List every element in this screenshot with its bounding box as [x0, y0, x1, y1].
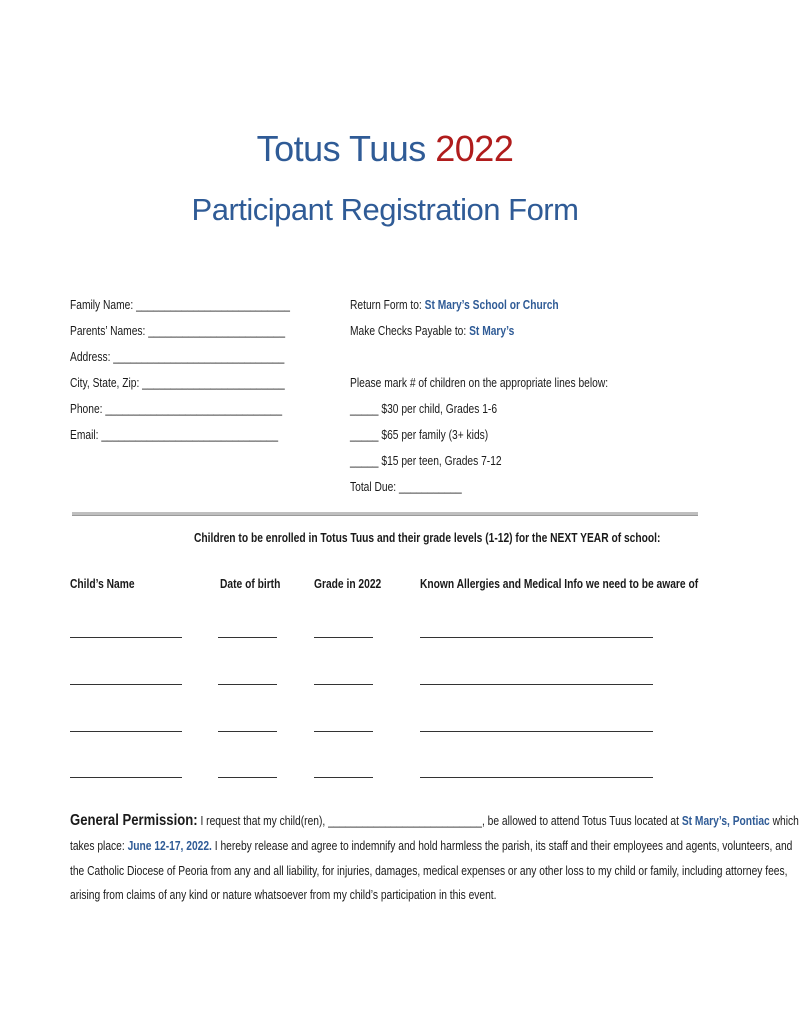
pricing-option-child[interactable] [350, 402, 497, 416]
permission-text: I hereby release and agree to indemnify and hold harmless the parish, its staff and their employees and agents, volunteers, and [214, 839, 793, 853]
phone-field[interactable]: Phone: _______________________________ [70, 402, 283, 416]
title-main: Totus Tuus [256, 128, 426, 169]
permission-text: I request that my child(ren), ___________________________, be allowed to attend Totus Tuus located at [200, 814, 679, 828]
address-field[interactable]: Address: ______________________________ [70, 350, 285, 364]
permission-line-1 [70, 812, 799, 830]
title-year: 2022 [435, 128, 514, 169]
col-grade: Grade in 2022 [314, 577, 382, 591]
col-allergies: Known Allergies and Medical Info we need to be aware of [420, 577, 699, 591]
parents-names-field[interactable]: Parents’ Names: ________________________ [70, 324, 286, 338]
permission-location: St Mary’s, Pontiac [681, 814, 770, 828]
return-value: St Mary’s School or Church [424, 298, 559, 312]
page-title [0, 128, 770, 170]
return-form-line [350, 298, 559, 312]
page-subtitle: Participant Registration Form [191, 192, 579, 227]
dob-blank[interactable] [218, 777, 277, 778]
pricing-text: $15 per teen, Grades 7-12 [381, 454, 502, 468]
city-state-zip-field[interactable]: City, State, Zip: _________________________ [70, 376, 285, 390]
family-name-field[interactable]: Family Name: ___________________________ [70, 298, 290, 312]
permission-heading: General Permission: [70, 812, 198, 829]
child-name-blank[interactable] [70, 637, 182, 638]
dob-blank[interactable] [218, 731, 277, 732]
allergies-blank[interactable] [420, 684, 653, 685]
permission-text: which [772, 814, 799, 828]
total-due-field[interactable]: Total Due: ___________ [350, 480, 462, 494]
col-child-name: Child’s Name [70, 577, 135, 591]
pricing-option-family[interactable] [350, 428, 488, 442]
pricing-blank[interactable]: _____ [350, 402, 379, 416]
section-divider [72, 512, 698, 516]
pricing-text: $65 per family (3+ kids) [381, 428, 489, 442]
pricing-blank[interactable]: _____ [350, 454, 379, 468]
grade-blank[interactable] [314, 731, 373, 732]
dob-blank[interactable] [218, 684, 277, 685]
allergies-blank[interactable] [420, 731, 653, 732]
permission-dates: June 12-17, 2022. [127, 839, 212, 853]
dob-blank[interactable] [218, 637, 277, 638]
checks-value: St Mary’s [469, 324, 515, 338]
permission-line-2 [70, 839, 792, 853]
permission-text: takes place: [70, 839, 125, 853]
pricing-instruction: Please mark # of children on the appropriate lines below: [350, 376, 609, 390]
pricing-text: $30 per child, Grades 1-6 [381, 402, 498, 416]
child-name-blank[interactable] [70, 684, 182, 685]
allergies-blank[interactable] [420, 637, 653, 638]
grade-blank[interactable] [314, 684, 373, 685]
checks-label: Make Checks Payable to: [350, 324, 467, 338]
permission-line-3: the Catholic Diocese of Peoria from any and all liability, for injuries, damages, medical expenses or any other loss to my child or family, including attorney fees, [70, 864, 788, 878]
grade-blank[interactable] [314, 777, 373, 778]
checks-payable-line [350, 324, 514, 338]
grade-blank[interactable] [314, 637, 373, 638]
child-name-blank[interactable] [70, 777, 182, 778]
children-heading: Children to be enrolled in Totus Tuus and their grade levels (1-12) for the NEXT YEAR of school: [194, 531, 661, 545]
pricing-blank[interactable]: _____ [350, 428, 379, 442]
col-date-of-birth: Date of birth [220, 577, 281, 591]
pricing-option-teen[interactable] [350, 454, 502, 468]
permission-line-4: arising from claims of any kind or nature whatsoever from my child’s participation in this event. [70, 888, 497, 902]
email-field[interactable]: Email: _______________________________ [70, 428, 279, 442]
allergies-blank[interactable] [420, 777, 653, 778]
return-label: Return Form to: [350, 298, 422, 312]
child-name-blank[interactable] [70, 731, 182, 732]
